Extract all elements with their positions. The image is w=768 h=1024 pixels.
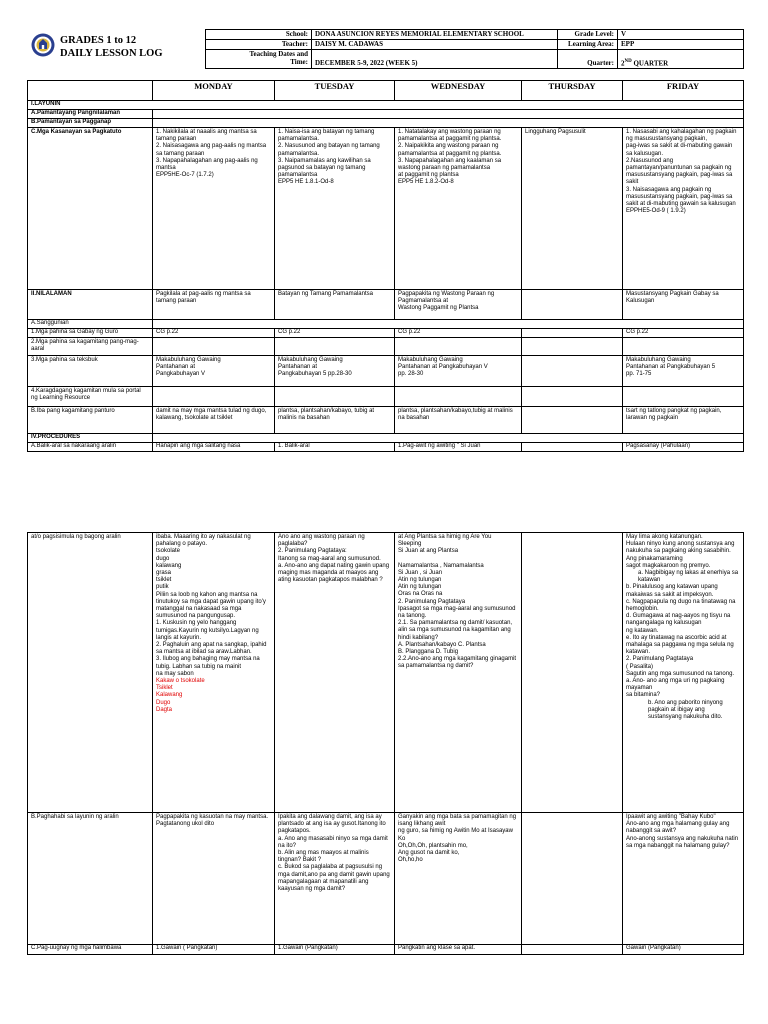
- answer-red-text: Kalawang: [156, 692, 183, 699]
- text-line: masusustansyang pagkain, pag-iwas sa sakit: [626, 172, 733, 186]
- kagamitang-thursday: [522, 338, 623, 356]
- row-label-pamantayang-pangnilalaman: A.Pamantayang Pangnilalaman: [28, 110, 153, 119]
- row-label-sanggunian: A.Sanggunian: [28, 320, 153, 329]
- iba-pang-friday: tsart ng tatlong pangkat ng pagkain, larawan ng pagkain: [623, 407, 744, 434]
- text-line: 1. Nasasabi ang kahalagahan ng pagkain ng masusustansyang pagkain,: [626, 129, 737, 143]
- text-line: Atin ng tulungan: [398, 584, 442, 591]
- text-line: 1. Naisa-isa ang batayan ng tamang pamamalantsa.: [278, 129, 375, 143]
- balik-aral-cont-friday: [623, 533, 744, 813]
- nilalaman-tuesday: Batayan ng Tamang Pamamalantsa: [275, 290, 395, 320]
- text-line: tsiklet: [156, 577, 172, 584]
- text-line: ng guro, sa himig ng Awitin Mo at Isasayaw Ko: [398, 828, 513, 842]
- row-label-pamantayan-sa-pagganap: B.Pamantayan sa Pagganap: [28, 119, 153, 128]
- text-line: Pantahanan at Pangkabuhayan V: [398, 364, 488, 371]
- section-procedures: IV.PROCEDURES: [28, 434, 153, 443]
- nilalaman-wednesday: [395, 290, 522, 320]
- quarter-value: [618, 50, 744, 69]
- corner-header: [28, 81, 153, 101]
- row-label-nilalaman: II.NILALAMAN: [28, 290, 153, 320]
- text-line: Pantahanan at: [156, 364, 196, 371]
- text-line: at Ang Plantsa sa himig ng Are You: [398, 534, 492, 540]
- text-line: Makabuluhang Gawaing: [626, 357, 691, 363]
- quarter-word: QUARTER: [631, 59, 669, 67]
- learning-area-label: Learning Area:: [558, 40, 618, 50]
- text-line: a. Ano-ano ang dapat nating gawin upang maging mas maganda at maayos ang ating kasuotan pagkatapos malabhan ?: [278, 562, 390, 584]
- text-line: 2.1. Sa pamamalantsa ng damit/ kasuotan, alin sa mga sumusunod na kagamitan ang hindi kabilang?: [398, 620, 513, 641]
- teksbuk-wednesday: [395, 356, 522, 387]
- text-line: 2. Panimulang Pagtataya: [626, 656, 694, 663]
- title-line-2: DAILY LESSON LOG: [60, 48, 163, 59]
- paghahabi-monday: Pagpapakita ng kasuotan na may mantsa. Pagtatanong ukol dito: [153, 813, 275, 945]
- text-line: A. Plantsahan/kabayo C. Plantsa: [398, 641, 486, 648]
- paghahabi-friday: [623, 813, 744, 945]
- karagdagang-thursday: [522, 387, 623, 407]
- kagamitang-tuesday: [275, 338, 395, 356]
- text-line: 2. Panimulang Pagtataya: [398, 598, 466, 605]
- teaching-dates-label: [206, 50, 312, 69]
- text-line: 2. Panimulang Pagtataya:: [278, 548, 347, 555]
- text-line: Piliin sa loob ng kahon ang mantsa na tinutukoy sa mga dapat gawin upang ito'y matanggal na nakasaad sa mga sumusunod na pangungusap.: [156, 591, 266, 620]
- teacher-label: Teacher:: [206, 40, 312, 50]
- text-line: Sleeping: [398, 541, 422, 548]
- section-layunin: I.LAYUNIN: [28, 101, 744, 110]
- karagdagang-tuesday: [275, 387, 395, 407]
- text-line: ibaba. Maaaring ito ay nakasulat ng pahalang o patayo.: [156, 534, 251, 548]
- text-line: Ganyakin ang mga bata sa pamamagitan ng isang likhang awit: [398, 814, 517, 828]
- text-line: Atin ng tulungan: [398, 577, 442, 584]
- text-line: 1. Natatalakay ang wastong paraan ng pamamalantsa at paggamit ng plantsa.: [398, 129, 502, 143]
- text-line: pag-iwas sa sakit at di-mabuting gawain sa kalusugan.: [626, 143, 733, 157]
- answer-red-text: Dugo: [156, 699, 171, 706]
- kasanayan-wednesday: [395, 128, 522, 290]
- answer-red-text: Dagta: [156, 706, 173, 713]
- gabay-guro-wednesday: CG p.22: [395, 329, 522, 338]
- teksbuk-monday: [153, 356, 275, 387]
- text-line: EPP5 HE 1.8.2-Od-8: [398, 179, 454, 186]
- kagamitang-friday: [623, 338, 744, 356]
- row-label-mga-kasanayan: C.Mga Kasanayan sa Pagkatuto: [28, 128, 153, 290]
- gabay-guro-monday: CG p.22: [153, 329, 275, 338]
- iba-pang-monday: [153, 407, 275, 434]
- quarter-ordinal: ND: [624, 58, 632, 64]
- teksbuk-friday: [623, 356, 744, 387]
- text-line: Pangkabuhayan 5 pp.28-30: [278, 371, 352, 378]
- text-line: at paggamit ng plantsa: [398, 172, 459, 179]
- text-line: 3. Napapahalagahan ang kaalaman sa wastong paraan ng pamamalantsa: [398, 157, 502, 172]
- nilalaman-friday: Masustansyang Pagkain Gabay sa Kalusugan: [623, 290, 744, 320]
- text-line: Ipasagot sa mga mag-aaral ang sumusunod na tanong.: [398, 605, 516, 620]
- text-line: 3. Ilubog ang bahaging may mantsa na tubig. Labhan sa tubig na mainit: [156, 656, 260, 670]
- empty-cell: [153, 110, 744, 119]
- text-line: damit na may mga mantsa tulad ng dugo,: [156, 408, 267, 414]
- text-line: Sagutin ang mga sumusunod na tanong.: [626, 670, 735, 677]
- day-header-tuesday: TUESDAY: [275, 81, 395, 101]
- text-line: Wastong Paggamit ng Plantsa: [398, 305, 479, 312]
- text-line: EPP5 HE 1.8.1-Od-8: [278, 179, 334, 186]
- text-line: pp. 28-30: [398, 371, 424, 378]
- day-header-thursday: THURSDAY: [522, 81, 623, 101]
- balik-aral-friday: Pagsasanay (Pahulaan): [623, 443, 744, 452]
- text-line: kalawang: [156, 562, 182, 569]
- karagdagang-wednesday: [395, 387, 522, 407]
- teacher-value: DAISY M. CADAWAS: [312, 40, 558, 50]
- text-line: Pantahanan at: [278, 364, 318, 371]
- title-line-1: GRADES 1 to 12: [60, 35, 137, 46]
- balik-aral-cont-thursday: [522, 533, 623, 813]
- page-1: [0, 0, 768, 480]
- pag-uugnay-wednesday: Pangkatin ang klase sa apat.: [395, 945, 522, 955]
- balik-aral-monday: Hanapin ang mga salitang nasa: [153, 443, 275, 452]
- text-line: 2. Paghaluin ang apat na sangkap, ipahid sa mantsa at ibilad sa araw.Labhan.: [156, 642, 267, 656]
- text-line: ( Pasalita): [626, 663, 654, 670]
- text-line: Ano-anong sustansya ang nakukuha natin sa mga nabanggit na halamang gulay?: [626, 835, 739, 849]
- text-line: Ano-ano ang mga halamang gulay ang nabanggit sa awit?: [626, 821, 730, 835]
- text-line: putik: [156, 584, 169, 591]
- text-line: Makabuluhang Gawaing: [278, 357, 343, 363]
- school-label: School:: [206, 30, 312, 40]
- row-label-teksbuk: 3.Mga pahina sa teksbuk: [28, 356, 153, 387]
- text-line: 2. Naisasagawa ang pag-aalis ng mantsa sa tamang paraan: [156, 143, 267, 157]
- kagamitang-wednesday: [395, 338, 522, 356]
- text-line: May lima akong katanungan.: [626, 534, 703, 540]
- text-line: b. Alin ang mas maayos at malinis tingnan? Bakit ?: [278, 850, 369, 864]
- text-line: d. Gumagawa at nag-aayos ng tisyu na nangangalaga ng kalusugan: [626, 613, 731, 627]
- balik-aral-thursday: [522, 443, 623, 452]
- row-label-karagdagang: 4.Karagdagang kagamitan mula sa portal ng Learning Resource: [28, 387, 153, 407]
- lesson-log-table-page-2: [27, 532, 744, 955]
- text-line: a. Ano ang masasabi ninyo sa mga damit na ito?: [278, 835, 388, 849]
- iba-pang-wednesday: plantsa, plantsahan/kabayo,tubig at malinis na basahan: [395, 407, 522, 434]
- text-line: Hulaan ninyo kung anong sustansya ang nakukuha sa pagkaing aking sasabihin. Ang pinakamaraming: [626, 541, 735, 562]
- text-line: [398, 556, 518, 563]
- text-line: na may sabon: [156, 670, 194, 677]
- text-line: 2. Nasusunod ang batayan ng tamang pamamalantsa.: [278, 143, 380, 157]
- iba-pang-thursday: [522, 407, 623, 434]
- text-line: Si Juan at ang Plantsa: [398, 548, 459, 555]
- paghahabi-wednesday: [395, 813, 522, 945]
- text-line: c. Nagpapapula ng dugo na tinatawag na hemoglobin.: [626, 598, 736, 613]
- pag-uugnay-thursday: [522, 945, 623, 955]
- paghahabi-thursday: [522, 813, 623, 945]
- text-line: Pagpapakita ng Wastong Paraan ng Pagmamalantsa at: [398, 291, 495, 305]
- text-line: tsokolate: [156, 548, 181, 555]
- empty-cell: [153, 119, 744, 128]
- text-line: Ano ano ang wastong paraan ng paglalaba?: [278, 534, 365, 548]
- balik-aral-cont-tuesday: [275, 533, 395, 813]
- text-line: Makabuluhang Gawaing: [156, 357, 221, 363]
- day-header-friday: FRIDAY: [623, 81, 744, 101]
- text-line: 1. Kuskusin ng yelo hanggang tumigas.Kayurin ng kutsilyo.Lagyan ng langis at kayurin.: [156, 620, 259, 641]
- row-label-pag-uugnay: C.Pag-uugnay ng mga halimbawa: [28, 945, 153, 955]
- karagdagang-friday: [623, 387, 744, 407]
- answer-red-text: Tsiklet: [156, 685, 173, 692]
- text-line: Namamalantsa , Namamalantsa: [398, 562, 484, 569]
- day-header-monday: MONDAY: [153, 81, 275, 101]
- quarter-number: 2: [621, 59, 625, 67]
- row-label-paghahabi: B.Paghahabi sa layunin ng aralin: [28, 813, 153, 945]
- text-line: sakit at di-mabuting gawain sa kalusugan: [626, 201, 736, 208]
- empty-cell: [153, 434, 744, 443]
- pag-uugnay-tuesday: 1.Gawain (Pangkatan): [275, 945, 395, 955]
- kasanayan-friday: [623, 128, 744, 290]
- text-line: Si Juan , si Juan: [398, 569, 443, 576]
- text-line-indented: a. Nagbibigay ng lakas at enerhiya sa katawan: [638, 570, 739, 584]
- text-line: 1. Nakikilala at naaalis ang mantsa sa tamang paraan: [156, 129, 257, 143]
- text-line: a. Ano- ano ang mga uri ng pagkaing mayaman: [626, 678, 725, 692]
- text-line-indented: b. Ano ang paborito ninyong pagkain at ibigay ang sustansyang nakukuha dito.: [648, 699, 723, 721]
- teaching-dates-value: DECEMBER 5-9, 2022 (WEEK 5): [312, 50, 558, 69]
- document-title: [60, 34, 163, 60]
- text-line: EPP5HE-Oc-7 (1.7.2): [156, 172, 214, 179]
- kasanayan-thursday: Lingguhang Pagsusulit: [522, 128, 623, 290]
- kagamitang-monday: [153, 338, 275, 356]
- deped-seal-logo: [31, 33, 55, 57]
- nilalaman-thursday: [522, 290, 623, 320]
- balik-aral-cont-wednesday: [395, 533, 522, 813]
- answer-red-text: Kakaw o tsokolate: [156, 678, 205, 685]
- grade-level-label: Grade Level:: [558, 30, 618, 40]
- grade-level-value: V: [618, 30, 744, 40]
- text-line: e. Ito ay tinatawag na ascorbic acid at mahalaga sa paggawa ng mga selula ng katawan.: [626, 634, 734, 656]
- text-line: B. Planggana D. Tubig: [398, 649, 459, 656]
- teksbuk-tuesday: [275, 356, 395, 387]
- text-line: ng katawan.: [626, 627, 659, 634]
- teaching-dates-label-line-1: Teaching Dates and: [249, 50, 308, 58]
- lesson-log-table-page-1: [27, 80, 744, 452]
- kasanayan-monday: [153, 128, 275, 290]
- text-line: 2.Nasusunod ang pamantayan/panuntunan sa pagkain ng: [626, 157, 732, 172]
- text-line: pp. 71-75: [626, 371, 652, 378]
- text-line: Ipakita ang dalawang damit, ang isa ay plantsado at ang isa ay gusot.Itanong ito pagkatapos.: [278, 814, 386, 835]
- text-line: sagot magkakaroon ng premyo.: [626, 562, 711, 569]
- row-label-balik-aral: A.Balik-aral sa nakaraang aralin: [28, 443, 153, 452]
- balik-aral-cont-monday: [153, 533, 275, 813]
- iba-pang-tuesday: plantsa, plantsahan/kabayo, tubig at malinis na basahan: [275, 407, 395, 434]
- gabay-guro-tuesday: CG p.22: [275, 329, 395, 338]
- day-header-wednesday: WEDNESDAY: [395, 81, 522, 101]
- text-line: dugo: [156, 555, 170, 562]
- text-line: Makabuluhang Gawaing: [398, 357, 463, 363]
- text-line: 3. Naipamamalas ang kawilihan sa pagsunod sa batayan ng tamang pamamalantsa: [278, 157, 371, 179]
- text-line: grasa: [156, 570, 172, 577]
- karagdagang-monday: [153, 387, 275, 407]
- text-line: Pantahanan at Pangkabuhayan 5: [626, 364, 716, 371]
- row-label-iba-pang: B.Iba pang kagamitang panturo: [28, 407, 153, 434]
- text-line: 2.2.Ano-ano ang mga kagamitang ginagamit sa pamamalantsa ng damit?: [398, 656, 517, 670]
- row-label-gabay-guro: 1.Mga pahina sa Gabay ng Guro: [28, 329, 153, 338]
- gabay-guro-thursday: [522, 329, 623, 338]
- text-line: b. Pinalulusog ang katawan upang makaiwas sa sakit at impeksyon.: [626, 584, 718, 598]
- header-info-table: [205, 29, 744, 69]
- text-line: Pangkabuhayan V: [156, 371, 206, 378]
- paghahabi-tuesday: [275, 813, 395, 945]
- text-line: c. Bukod sa paglalaba at pagsusulsi ng mga damit,ano pa ang damit gawin upang mapangalagaan at mapanatili ang kaayusan ng mga damit?: [278, 864, 390, 893]
- kasanayan-tuesday: [275, 128, 395, 290]
- page-2: [0, 528, 768, 1024]
- text-line: Ipaawit ang awiting "Bahay Kubo": [626, 814, 716, 820]
- text-line: kalawang, tsokolate at tsiklet: [156, 415, 233, 422]
- quarter-label: Quarter:: [558, 50, 618, 69]
- pag-uugnay-monday: 1.Gawain ( Pangkatan): [153, 945, 275, 955]
- teaching-dates-label-line-2: Time:: [290, 58, 308, 66]
- balik-aral-wednesday: 1.Pag-awit ng awiting " Si Juan: [395, 443, 522, 452]
- text-line: 3. Naisasagawa ang pagkain ng masusustansyang pagkain, pag-iwas sa: [626, 186, 733, 200]
- text-line: Ang gusot na damit ko,: [398, 850, 460, 857]
- text-line: Itanong sa mag-aaral ang sumusunod.: [278, 555, 381, 562]
- gabay-guro-friday: CG p.22: [623, 329, 744, 338]
- row-label-balik-aral-cont: at/o pagsisimula ng bagong aralin: [28, 533, 153, 813]
- empty-cell: [153, 320, 744, 329]
- pag-uugnay-friday: Gawain (Pangkatan): [623, 945, 744, 955]
- learning-area-value: EPP: [618, 40, 744, 50]
- text-line: Oh,Oh,Oh, plantsahin mo,: [398, 842, 468, 849]
- nilalaman-monday: Pagkilala at pag-aalis ng mantsa sa tamang paraan: [153, 290, 275, 320]
- balik-aral-tuesday: 1. Balik-aral: [275, 443, 395, 452]
- text-line: 2. Naipakikita ang wastong paraan ng pamamalantsa at paggamit ng plantsa.: [398, 143, 502, 157]
- text-line: Oras na Oras na: [398, 591, 443, 598]
- text-line: EPPHE5-Od-9 ( 1.9.2): [626, 208, 686, 215]
- page-gap: [0, 480, 768, 528]
- teksbuk-thursday: [522, 356, 623, 387]
- school-value: DONA ASUNCION REYES MEMORIAL ELEMENTARY SCHOOL: [312, 30, 558, 40]
- text-line: sa bitamina?: [626, 692, 661, 699]
- text-line: Oh,ho,ho: [398, 857, 423, 864]
- row-label-kagamitang-mag-aaral: 2.Mga pahina sa kagamitang pang-mag-aaral: [28, 338, 153, 356]
- text-line: 3. Napapahalagahan ang pag-aalis ng mantsa: [156, 157, 258, 172]
